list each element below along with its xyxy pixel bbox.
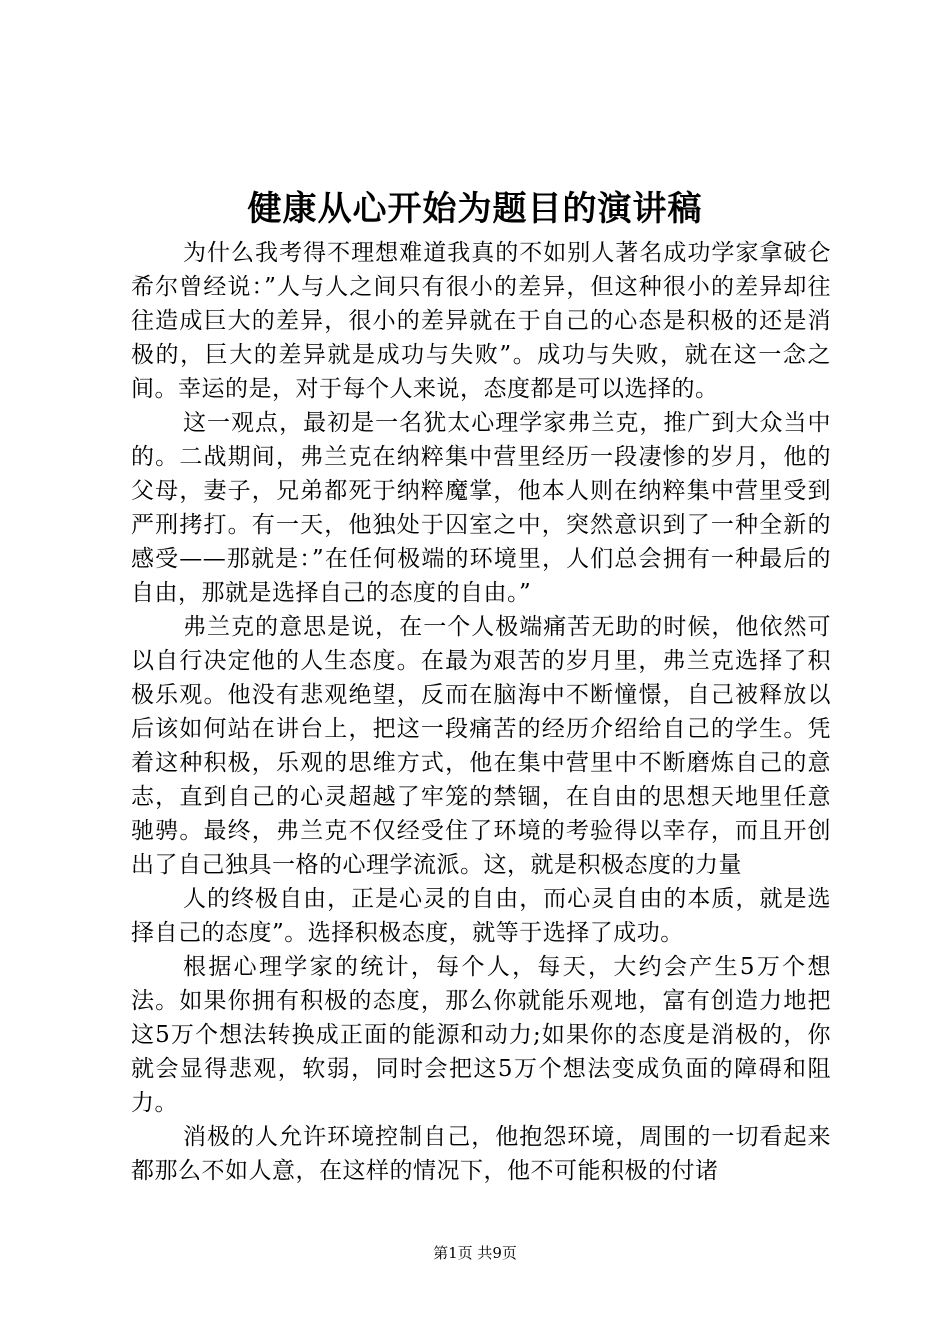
document-body	[131, 236, 831, 1188]
paragraph: 消极的人允许环境控制自己，他抱怨环境，周围的一切看起来都那么不如人意，在这样的情况下，他不可能积极的付诸	[131, 1124, 831, 1184]
page-footer: 第1页 共9页	[433, 1244, 517, 1262]
paragraph: 为什么我考得不理想难道我真的不如别人著名成功学家拿破仑希尔曾经说：”人与人之间只有很小的差异，但这种很小的差异却往往造成巨大的差异，很小的差异就在于自己的心态是积极的还是消极的，巨大的差异就是成功与失败”。成功与失败，就在这一念之间。幸运的是，对于每个人来说，态度都是可以选择的。	[131, 240, 831, 402]
document-title: 健康从心开始为题目的演讲稿	[247, 189, 703, 229]
paragraph: 弗兰克的意思是说，在一个人极端痛苦无助的时候，他依然可以自行决定他的人生态度。在最为艰苦的岁月里，弗兰克选择了积极乐观。他没有悲观绝望，反而在脑海中不断憧憬，自己被释放以后该如何站在讲台上，把这一段痛苦的经历介绍给自己的学生。凭着这种积极，乐观的思维方式，他在集中营里中不断磨炼自己的意志，直到自己的心灵超越了牢笼的禁锢，在自由的思想天地里任意驰骋。最终，弗兰克不仅经受住了环境的考验得以幸存，而且开创出了自己独具一格的心理学流派。这，就是积极态度的力量	[131, 614, 831, 878]
paragraph: 这一观点，最初是一名犹太心理学家弗兰克，推广到大众当中的。二战期间，弗兰克在纳粹集中营里经历一段凄惨的岁月，他的父母，妻子，兄弟都死于纳粹魔掌，他本人则在纳粹集中营里受到严刑拷打。有一天，他独处于囚室之中，突然意识到了一种全新的感受——那就是：”在任何极端的环境里，人们总会拥有一种最后的自由，那就是选择自己的态度的自由。”	[131, 410, 831, 606]
paragraph: 根据心理学家的统计，每个人，每天，大约会产生5万个想法。如果你拥有积极的态度，那么你就能乐观地，富有创造力地把这5万个想法转换成正面的能源和动力;如果你的态度是消极的，你就会显得悲观，软弱，同时会把这5万个想法变成负面的障碍和阻力。	[131, 954, 831, 1116]
paragraph: 人的终极自由，正是心灵的自由，而心灵自由的本质，就是选择自己的态度”。选择积极态度，就等于选择了成功。	[131, 886, 831, 946]
